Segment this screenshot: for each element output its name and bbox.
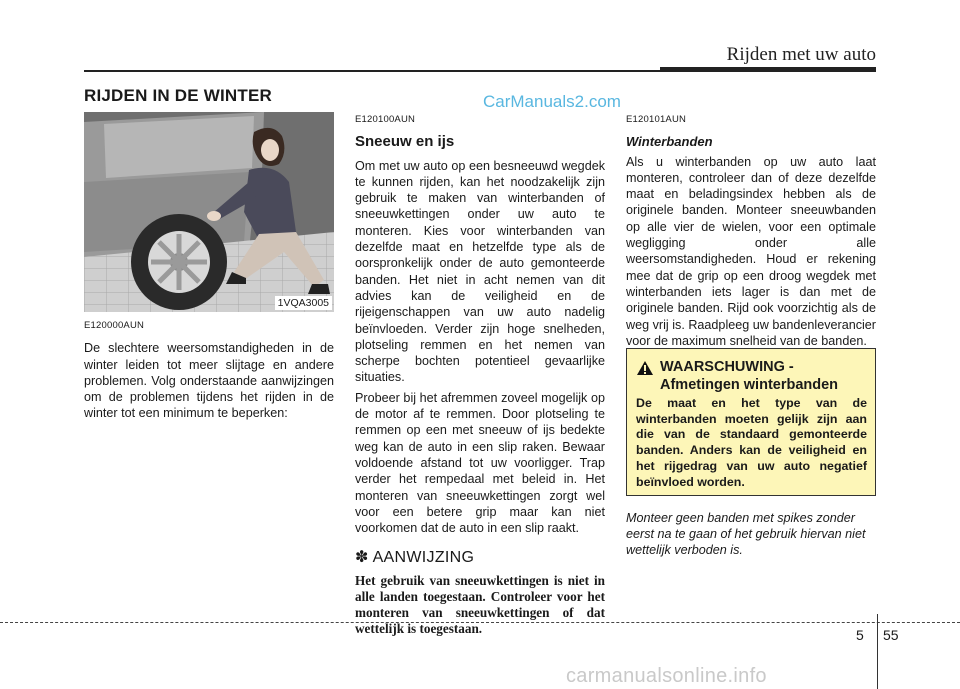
warning-box [626,348,876,496]
subsection-heading: Winterbanden [626,134,713,150]
right-column [626,112,876,353]
section-code: E120101AUN [626,114,687,125]
note-text: Het gebruik van sneeuwkettingen is niet in alle landen toegestaan. Controleer voor het monteren van sneeuwkettingen of dat wettelijk is toegestaan. [355,572,605,636]
warning-triangle-icon [636,360,654,376]
warning-title-line1: WAARSCHUWING - [660,359,794,375]
section-code: E120100AUN [355,114,416,125]
spikes-note: Monteer geen banden met spikes zonder eerst na te gaan of het gebruik hiervan niet wettelijk verboden is. [626,511,866,557]
subsection-heading: Sneeuw en ijs [355,133,455,151]
watermark-top[interactable]: CarManuals2.com [483,92,621,111]
page-number-separator [877,614,878,689]
warning-title-line2: Afmetingen winterbanden [660,377,839,393]
left-column [84,318,334,426]
winter-tire-drawing [84,112,334,312]
snow-ice-paragraph-2: Probeer bij het afremmen zoveel mogelijk op de motor af te remmen. Door plotseling te remmen op een met sneeuw of ijs bedekte weg kan de auto in een slip raken. Bewaar voldoende afstand tot uw voorligger. Trap verder het rempedaal met beleid in. Het monteren van sneeuwkettingen zorgt wel voor een betere grip maar kan niet voorkomen dat de auto in een slip raakt. [355,390,605,536]
winter-tire-illustration [84,112,334,312]
chapter-title: Rijden met uw auto [726,44,876,65]
warning-text: De maat en het type van de winterbanden moeten gelijk zijn aan die van de standaard gemonteerde banden. Anders kan de veiligheid en het rijgedrag van uw auto negatief beïnvloed worden. [636,396,867,489]
winter-tires-paragraph: Als u winterbanden op uw auto laat monteren, controleer dan of deze dezelfde maat en beladingsindex hebben als de originele banden. Monteer sneeuwbanden op alle vier de wielen, voor een optimale wegligging onder alle weersomstandigheden. Houd er rekening mee dat de grip op een droog wegdek met winterbanden iets lager is dan met de originele banden. Rijd ook voorzichtig als de weg vrij is. Raadpleeg uw bandenleverancier voor de maximum snelheid van de banden. [626,154,876,348]
middle-column [355,112,605,637]
snow-ice-paragraph-1: Om met uw auto op een besneeuwd wegdek te kunnen rijden, kan het noodzakelijk zijn gebruik te maken van winterbanden of sneeuwkettingen onder uw auto te monteren. Kies voor winterbanden van dezelfde maat en hetzelfde type als de oorspronkelijk onder de auto gemonteerde banden. Het niet in acht nemen van dit advies kan de veiligheid en de rijeigenschappen van uw auto nadelig beïnvloeden. Verder zijn hoge snelheden, plotseling remmen en het nemen van scherpe bochten potentieel gevaarlijke situaties. [355,158,605,385]
figure-code: 1VQA3005 [275,296,332,310]
section-code: E120000AUN [84,320,145,331]
page-number: 55 [883,627,899,643]
watermark-bottom[interactable]: carmanualsonline.info [566,665,767,687]
warning-title [636,358,867,394]
note-heading: ✽ AANWIJZING [355,549,475,567]
chapter-number: 5 [856,627,864,643]
footer-rule [0,622,960,623]
section-heading: RIJDEN IN DE WINTER [84,86,272,105]
header-rule-accent [660,67,876,72]
intro-paragraph: De slechtere weersomstandigheden in de winter leiden tot meer slijtage en andere problemen. Volg onderstaande aanwijzingen om de problemen tijdens het rijden in de winter tot een minimum te beperken: [84,341,334,421]
